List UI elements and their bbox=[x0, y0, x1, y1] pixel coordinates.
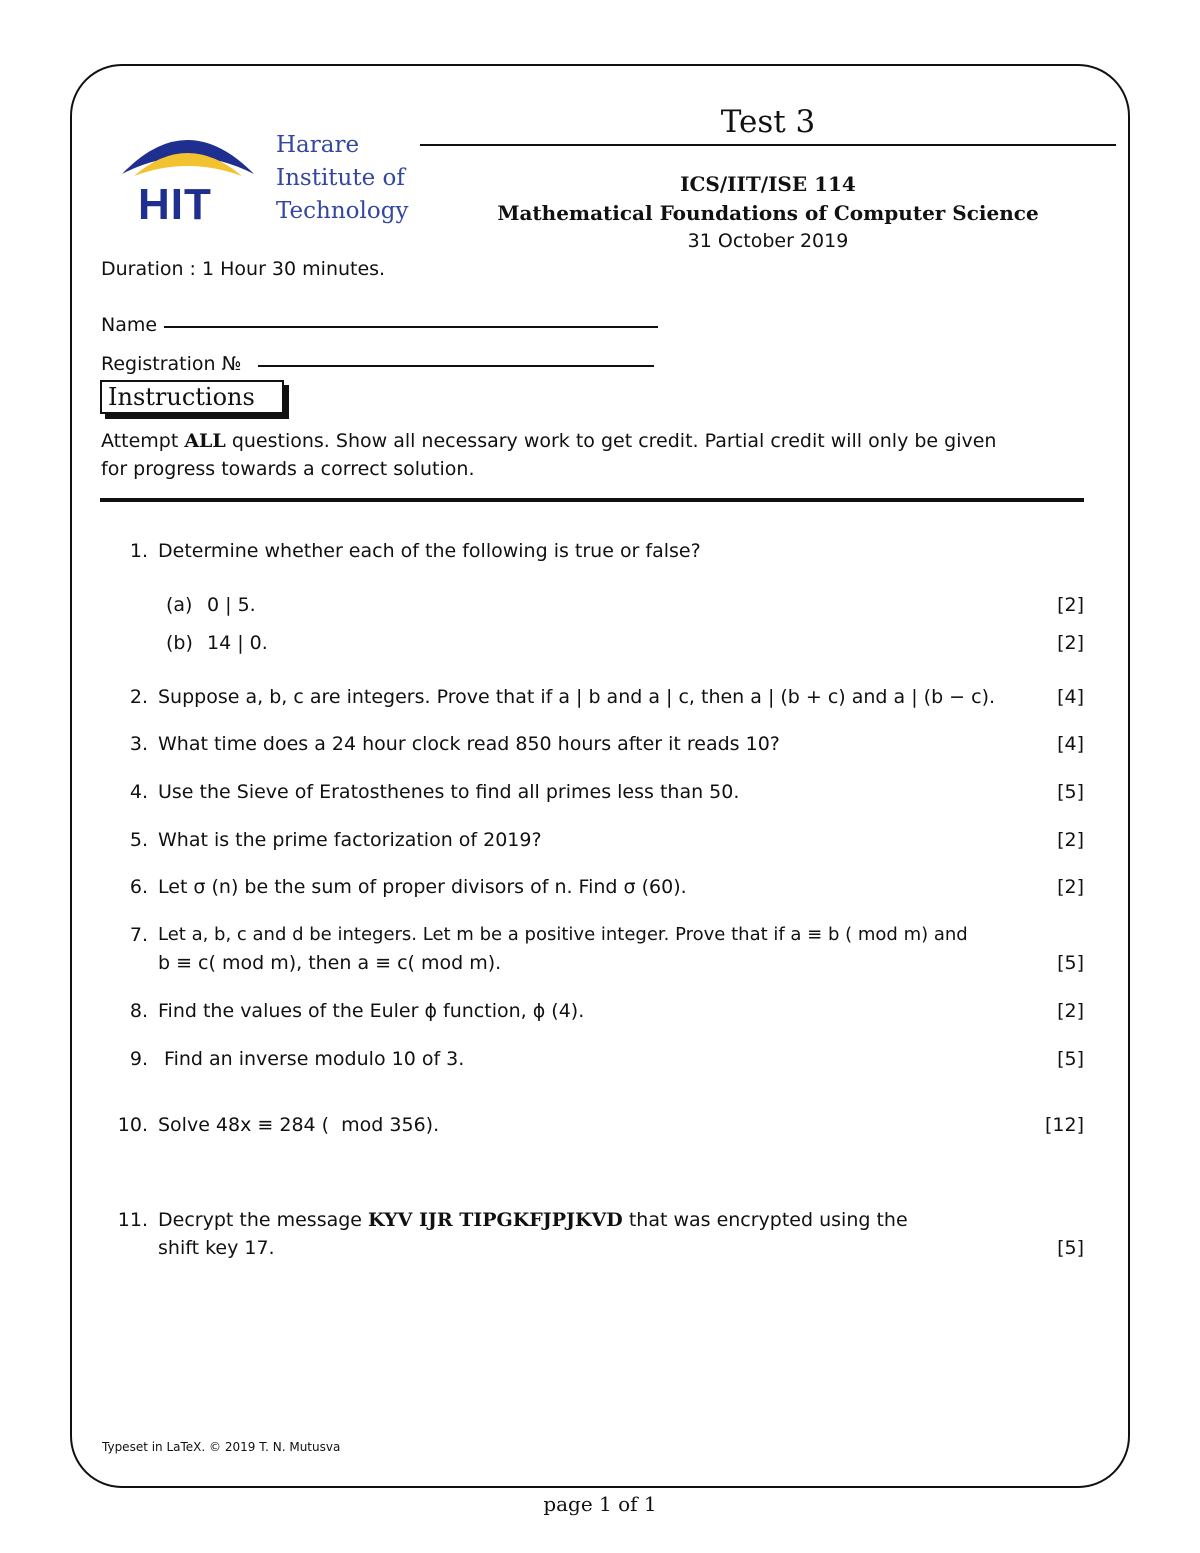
exam-date: 31 October 2019 bbox=[687, 230, 849, 252]
question-marks: [2] bbox=[1057, 632, 1084, 654]
question-text: Find an inverse modulo 10 of 3. bbox=[158, 1048, 465, 1070]
question-text: Let a, b, c and d be integers. Let m be a positive integer. Prove that if a ≡ b ( mod m) and bbox=[158, 924, 968, 945]
instructions-heading-box bbox=[100, 380, 284, 414]
header-rule bbox=[420, 144, 1116, 146]
question-text: Use the Sieve of Eratosthenes to find all primes less than 50. bbox=[158, 781, 740, 803]
instructions-rest: questions. Show all necessary work to get credit. Partial credit will only be given bbox=[225, 430, 997, 452]
page-number: page 1 of 1 bbox=[543, 1492, 657, 1516]
question-number: 7. bbox=[129, 924, 148, 946]
question-number: 9. bbox=[129, 1048, 148, 1070]
cipher-text: KYV IJR TIPGKFJPJKVD bbox=[368, 1209, 623, 1231]
instructions-rule bbox=[100, 498, 1084, 502]
question-number: 11. bbox=[117, 1209, 148, 1231]
logo-abbr: HIT bbox=[138, 180, 212, 229]
question-marks: [2] bbox=[1057, 876, 1084, 898]
question-marks: [12] bbox=[1044, 1114, 1084, 1136]
question-number: 5. bbox=[129, 829, 148, 851]
instructions-text bbox=[101, 427, 1085, 483]
question-number: (b) bbox=[166, 632, 193, 654]
question-marks: [2] bbox=[1057, 829, 1084, 851]
instructions-prefix: Attempt bbox=[101, 430, 185, 452]
question-text: Let σ (n) be the sum of proper divisors of n. Find σ (60). bbox=[158, 876, 687, 898]
question-number: (a) bbox=[166, 594, 193, 616]
course-code: ICS/IIT/ISE 114 bbox=[680, 172, 856, 196]
logo-line-1: Harare bbox=[276, 132, 360, 158]
question-number: 10. bbox=[117, 1114, 148, 1136]
question-text: What time does a 24 hour clock read 850 hours after it reads 10? bbox=[158, 733, 780, 755]
question-text: Suppose a, b, c are integers. Prove that if a | b and a | c, then a | (b + c) and a | (b − c). bbox=[158, 686, 996, 708]
registration-label: Registration № bbox=[101, 353, 242, 375]
typeset-footer: Typeset in LaTeX. © 2019 T. N. Mutusva bbox=[102, 1440, 341, 1454]
question-text: 14 | 0. bbox=[207, 632, 268, 654]
question-number: 8. bbox=[129, 1000, 148, 1022]
hit-logo bbox=[112, 112, 412, 236]
instructions-all: ALL bbox=[184, 430, 226, 452]
logo-line-2: Institute of bbox=[276, 165, 405, 191]
question-marks: [4] bbox=[1057, 733, 1084, 755]
question-marks: [4] bbox=[1057, 686, 1084, 708]
question-number: 3. bbox=[129, 733, 148, 755]
question-number: 2. bbox=[129, 686, 148, 708]
registration-field[interactable] bbox=[258, 365, 654, 367]
question-text: 0 | 5. bbox=[207, 594, 256, 616]
name-label: Name bbox=[101, 314, 158, 336]
question-text: Solve 48x ≡ 284 ( mod 356). bbox=[158, 1114, 440, 1136]
question-marks: [5] bbox=[1057, 952, 1084, 974]
question-text: What is the prime factorization of 2019? bbox=[158, 829, 542, 851]
course-name: Mathematical Foundations of Computer Science bbox=[497, 201, 1039, 225]
duration: Duration : 1 Hour 30 minutes. bbox=[101, 258, 386, 280]
instructions-line2: for progress towards a correct solution. bbox=[101, 458, 475, 480]
question-text bbox=[158, 1206, 908, 1234]
question-text-line2: shift key 17. bbox=[158, 1237, 275, 1259]
logo-line-3: Technology bbox=[276, 198, 409, 224]
question-marks: [2] bbox=[1057, 1000, 1084, 1022]
question-number: 4. bbox=[129, 781, 148, 803]
question-marks: [5] bbox=[1057, 1237, 1084, 1259]
test-title: Test 3 bbox=[720, 104, 816, 140]
question-text: Determine whether each of the following is true or false? bbox=[158, 540, 701, 562]
question-number: 6. bbox=[129, 876, 148, 898]
instructions-heading: Instructions bbox=[108, 383, 255, 411]
question-text-line2: b ≡ c( mod m), then a ≡ c( mod m). bbox=[158, 952, 502, 974]
name-field[interactable] bbox=[164, 326, 658, 328]
question-marks: [5] bbox=[1057, 781, 1084, 803]
question-marks: [5] bbox=[1057, 1048, 1084, 1070]
question-text: Find the values of the Euler ϕ function, ϕ (4). bbox=[158, 1000, 585, 1022]
question-text-post: that was encrypted using the bbox=[622, 1209, 908, 1231]
question-text-pre: Decrypt the message bbox=[158, 1209, 369, 1231]
question-number: 1. bbox=[129, 540, 148, 562]
question-marks: [2] bbox=[1057, 594, 1084, 616]
